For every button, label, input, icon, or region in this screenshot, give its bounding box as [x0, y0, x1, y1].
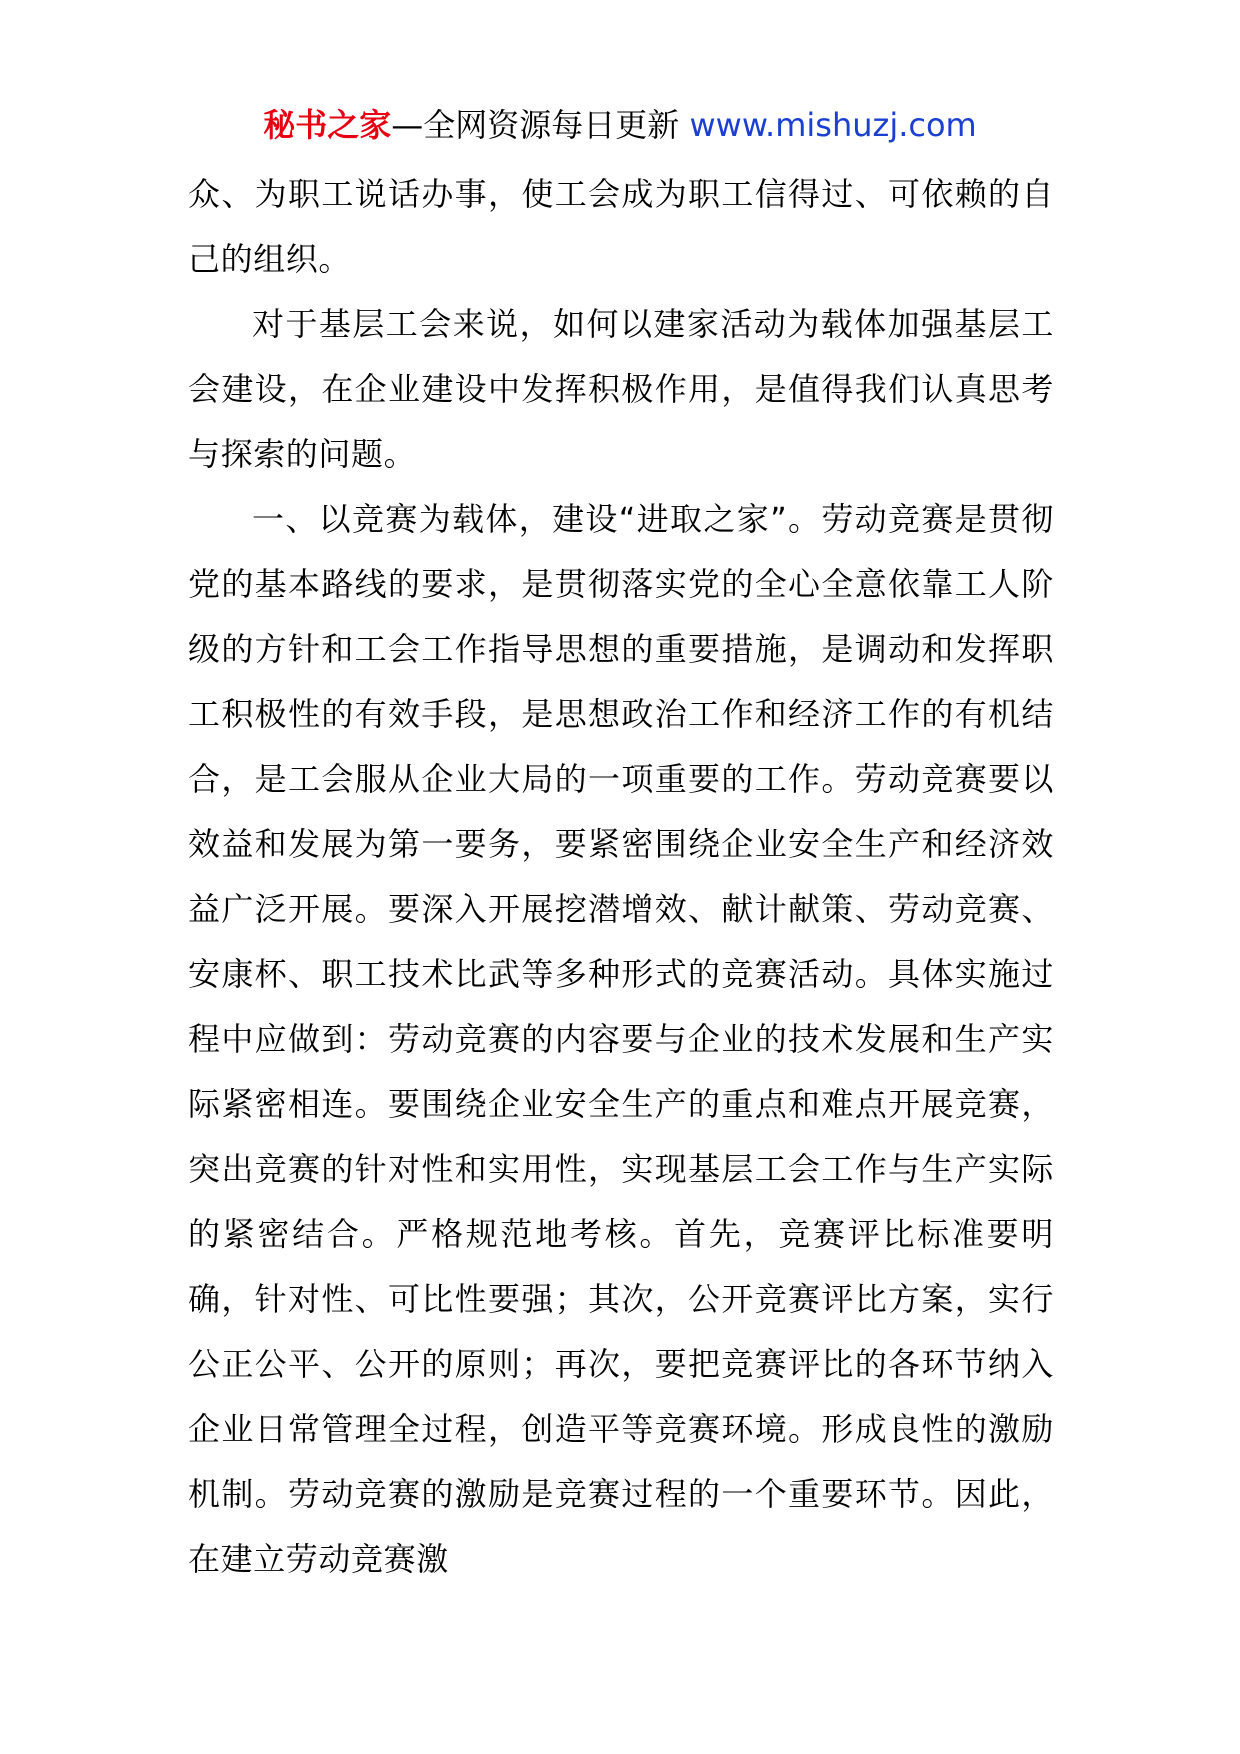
paragraph-continuation: 众、为职工说话办事，使工会成为职工信得过、可依赖的自己的组织。 — [188, 175, 1054, 278]
paragraph-intro: 对于基层工会来说，如何以建家活动为载体加强基层工会建设，在企业建设中发挥积极作用，是值得我们认真思考与探索的问题。 — [188, 305, 1054, 473]
page-header — [0, 100, 1240, 150]
site-url-link[interactable]: www.mishuzj.com — [689, 106, 977, 144]
paragraph-section-one: 一、以竞赛为载体，建设“进取之家”。劳动竞赛是贯彻党的基本路线的要求，是贯彻落实党的全心全意依靠工人阶级的方针和工会工作指导思想的重要措施，是调动和发挥职工积极性的有效手段，是思想政治工作和经济工作的有机结合，是工会服从企业大局的一项重要的工作。劳动竞赛要以效益和发展为第一要务，要紧密围绕企业安全生产和经济效益广泛开展。要深入开展挖潜增效、献计献策、劳动竞赛、安康杯、职工技术比武等多种形式的竞赛活动。具体实施过程中应做到：劳动竞赛的内容要与企业的技术发展和生产实际紧密相连。要围绕企业安全生产的重点和难点开展竞赛，突出竞赛的针对性和实用性，实现基层工会工作与生产实际的紧密结合。严格规范地考核。首先，竞赛评比标准要明确，针对性、可比性要强；其次，公开竞赛评比方案，实行公正公平、公开的原则；再次，要把竞赛评比的各环节纳入企业日常管理全过程，创造平等竞赛环境。形成良性的激励机制。劳动竞赛的激励是竞赛过程的一个重要环节。因此，在建立劳动竞赛激 — [188, 500, 1054, 1578]
brand-name: 秘书之家 — [263, 106, 392, 144]
document-body — [188, 162, 1054, 1592]
header-tagline: —全网资源每日更新 — [391, 106, 690, 144]
